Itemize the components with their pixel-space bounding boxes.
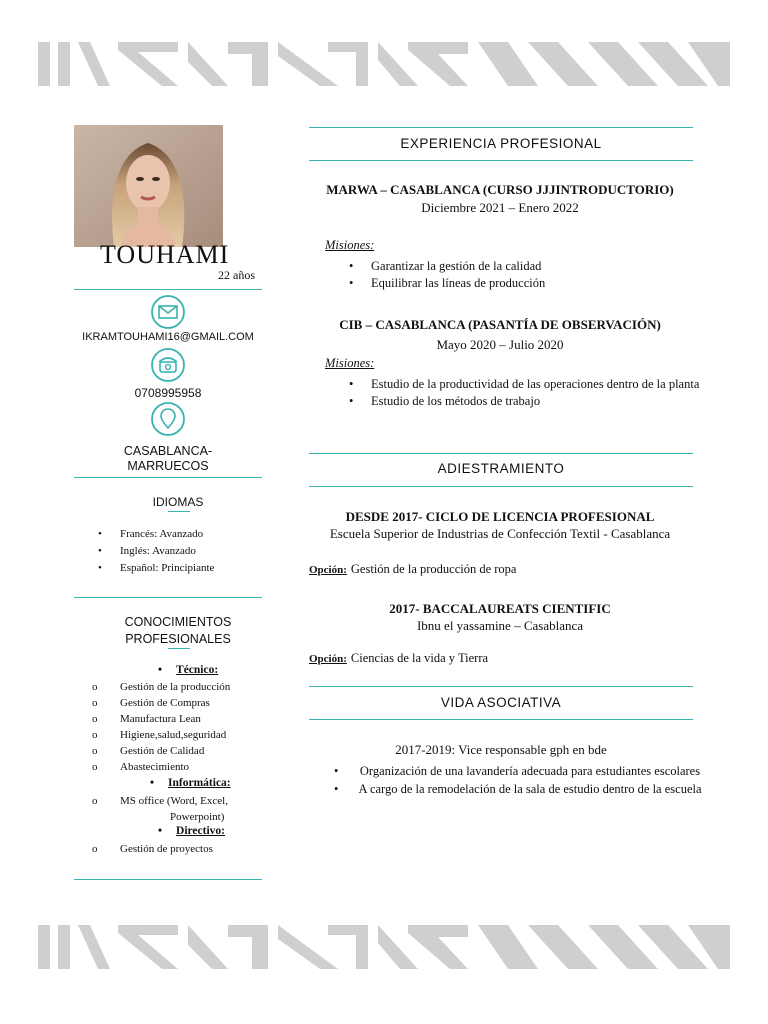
- skill-item: o Abastecimiento: [92, 759, 272, 775]
- training-title-item: DESDE 2017- CICLO DE LICENCIA PROFESIONAL: [345, 509, 655, 524]
- section-line-bottom: [309, 160, 693, 161]
- divider: [74, 477, 262, 478]
- candidate-name: TOUHAMI: [100, 240, 230, 269]
- candidate-age: 22 años: [218, 268, 255, 282]
- bullet: •: [334, 764, 339, 778]
- option-label: Opción:: [309, 564, 347, 576]
- section-line-top: [309, 453, 693, 454]
- location-text: [74, 444, 262, 474]
- skills-title-line-2: PROFESIONALES: [125, 632, 231, 646]
- language-item: • Francés: Avanzado: [96, 526, 266, 543]
- title-underline: [168, 511, 190, 512]
- skill-item: o Gestión de proyectos: [92, 841, 272, 857]
- skill-item: o Gestión de Compras: [92, 695, 272, 711]
- language-item: • Español: Principiante: [96, 560, 266, 577]
- training-school: Ibnu el yassamine – Casablanca: [416, 618, 584, 633]
- directivo-list: [92, 841, 272, 857]
- skill-item-line-1: MS office (Word, Excel,: [120, 795, 228, 807]
- mission-item: • Estudio de los métodos de trabajo: [325, 393, 715, 410]
- mission-item: • Estudio de la productividad de las operaciones dentro de la planta: [325, 376, 715, 393]
- phone-icon: [150, 347, 186, 383]
- training-option: [309, 651, 488, 666]
- association-list: [330, 763, 710, 797]
- languages-title: IDIOMAS: [152, 495, 204, 509]
- tecnico-label: • Técnico:: [158, 664, 218, 676]
- divider: [74, 289, 262, 290]
- location-line-1: CASABLANCA-: [123, 444, 213, 458]
- option-value: Ciencias de la vida y Tierra: [350, 651, 489, 665]
- profile-photo: [74, 125, 223, 247]
- language-item: • Inglés: Avanzado: [96, 543, 266, 560]
- skill-item-line-2: Powerpoint): [170, 811, 225, 823]
- missions-list: [325, 376, 715, 410]
- section-line-bottom: [309, 719, 693, 720]
- mission-item: • Garantizar la gestión de la calidad: [325, 258, 715, 275]
- informatica-label: • Informática:: [150, 777, 231, 789]
- section-line-top: [309, 127, 693, 128]
- title-underline: [168, 648, 190, 649]
- section-line-top: [309, 686, 693, 687]
- decorative-pattern-top: [38, 42, 730, 86]
- email-icon: [150, 294, 186, 330]
- job-title: MARWA – CASABLANCA (CURSO JJJINTRODUCTORIO): [326, 182, 674, 197]
- training-option: [309, 562, 516, 577]
- skill-item: [92, 793, 272, 825]
- job-date: Diciembre 2021 – Enero 2022: [421, 200, 579, 215]
- mission-item: • Equilibrar las líneas de producción: [325, 275, 715, 292]
- divider: [74, 879, 262, 880]
- job-title: CIB – CASABLANCA (PASANTÍA DE OBSERVACIÓN): [339, 317, 661, 332]
- location-line-2: MARRUECOS: [127, 459, 209, 473]
- languages-list: [96, 526, 266, 577]
- training-title-item: 2017- BACCALAUREATS CIENTIFIC: [389, 601, 611, 616]
- job-date: Mayo 2020 – Julio 2020: [436, 337, 564, 352]
- association-item: [330, 763, 710, 779]
- email-text: IKRAMTOUHAMI16@GMAIL.COM: [82, 331, 254, 343]
- directivo-label: • Directivo:: [158, 825, 225, 837]
- skill-item: o Higiene,salud,seguridad: [92, 727, 272, 743]
- skills-title-line-1: CONOCIMIENTOS: [124, 615, 232, 629]
- association-title: VIDA ASOCIATIVA: [440, 695, 562, 710]
- option-value: Gestión de la producción de ropa: [350, 562, 517, 576]
- missions-list: [325, 258, 715, 292]
- option-label: Opción:: [309, 653, 347, 665]
- bullet: •: [334, 782, 339, 796]
- missions-label: Misiones:: [325, 356, 375, 370]
- divider: [74, 597, 262, 598]
- skill-item: o Manufactura Lean: [92, 711, 272, 727]
- decorative-pattern-bottom: [38, 925, 730, 969]
- tecnico-list: [92, 679, 272, 775]
- skill-item: o Gestión de Calidad: [92, 743, 272, 759]
- section-line-bottom: [309, 486, 693, 487]
- skill-item: o Gestión de la producción: [92, 679, 272, 695]
- association-item: [330, 781, 710, 797]
- phone-text: 0708995958: [134, 386, 202, 400]
- association-item-text: A cargo de la remodelación de la sala de estudio dentro de la escuela: [358, 782, 702, 796]
- association-item-text: Organización de una lavandería adecuada para estudiantes escolares: [359, 764, 701, 778]
- experience-title: EXPERIENCIA PROFESIONAL: [400, 136, 602, 151]
- location-pin-icon: [150, 401, 186, 437]
- skills-title: [84, 614, 272, 648]
- informatica-list: [92, 793, 272, 825]
- association-role: 2017-2019: Vice responsable gph en bde: [395, 742, 607, 757]
- training-title: ADIESTRAMIENTO: [437, 461, 565, 476]
- training-school: Escuela Superior de Industrias de Confección Textil - Casablanca: [329, 526, 671, 541]
- missions-label: Misiones:: [325, 238, 375, 252]
